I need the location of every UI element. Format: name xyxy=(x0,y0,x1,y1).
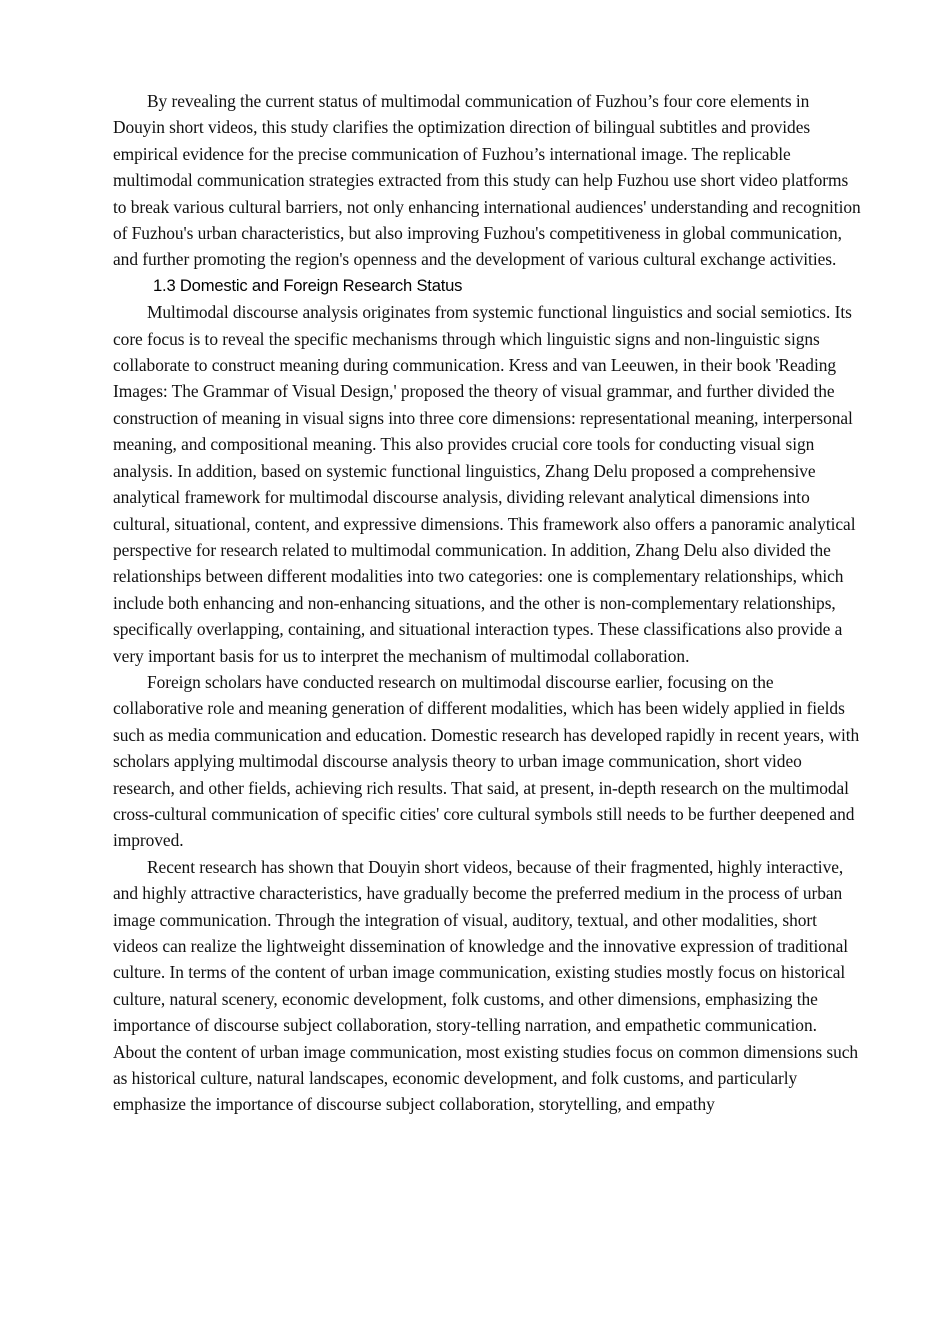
body-paragraph-1: Multimodal discourse analysis originates from systemic functional linguistics and social semiotics. Its core focus is to reveal the specific mechanisms through which linguistic signs and non-linguistic signs collaborate to construct meaning during communication. Kress and van Leeuwen, in their book 'Reading Images: The Grammar of Visual Design,' proposed the theory of visual grammar, and further divided the construction of meaning in visual signs into three core dimensions: representational meaning, interpersonal meaning, and compositional meaning. This also provides crucial core tools for conducting visual sign analysis. In addition, based on systemic functional linguistics, Zhang Delu proposed a comprehensive analytical framework for multimodal discourse analysis, dividing relevant analytical dimensions into cultural, situational, content, and expressive dimensions. This framework also offers a panoramic analytical perspective for research related to multimodal communication. In addition, Zhang Delu also divided the relationships between different modalities into two categories: one is complementary relationships, which include both enhancing and non-enhancing situations, and the other is non-complementary relationships, specifically overlapping, containing, and situational interaction types. These classifications also provide a very important basis for us to interpret the mechanism of multimodal collaboration. xyxy=(113,302,856,666)
section-heading: 1.3 Domestic and Foreign Research Status xyxy=(153,275,463,295)
document-page xyxy=(113,88,861,1118)
intro-paragraph: By revealing the current status of multimodal communication of Fuzhou’s four core elements in Douyin short videos, this study clarifies the optimization direction of bilingual subtitles and provides empirical evidence for the precise communication of Fuzhou’s international image. The replicable multimodal communication strategies extracted from this study can help Fuzhou use short video platforms to break various cultural barriers, not only enhancing international audiences' understanding and recognition of Fuzhou's urban characteristics, but also improving Fuzhou's competitiveness in global communication, and further promoting the region's openness and the development of various cultural exchange activities. xyxy=(113,91,861,270)
body-paragraph-3: Recent research has shown that Douyin short videos, because of their fragmented, highly interactive, and highly attractive characteristics, have gradually become the preferred medium in the process of urban image communication. Through the integration of visual, auditory, textual, and other modalities, short videos can realize the lightweight dissemination of knowledge and the innovative expression of traditional culture. In terms of the content of urban image communication, existing studies mostly focus on historical culture, natural scenery, economic development, folk customs, and other dimensions, emphasizing the importance of discourse subject collaboration, story-telling narration, and empathetic communication. About the content of urban image communication, most existing studies focus on common dimensions such as historical culture, natural landscapes, economic development, and folk customs, and particularly emphasize the importance of discourse subject collaboration, storytelling, and empathy xyxy=(113,856,859,1115)
body-paragraph-2: Foreign scholars have conducted research on multimodal discourse earlier, focusing on the collaborative role and meaning generation of different modalities, which has been widely applied in fields such as media communication and education. Domestic research has developed rapidly in recent years, with scholars applying multimodal discourse analysis theory to urban image communication, short video research, and other fields, achieving rich results. That said, at present, in-depth research on the multimodal cross-cultural communication of specific cities' core cultural symbols still needs to be further deepened and improved. xyxy=(113,671,860,851)
